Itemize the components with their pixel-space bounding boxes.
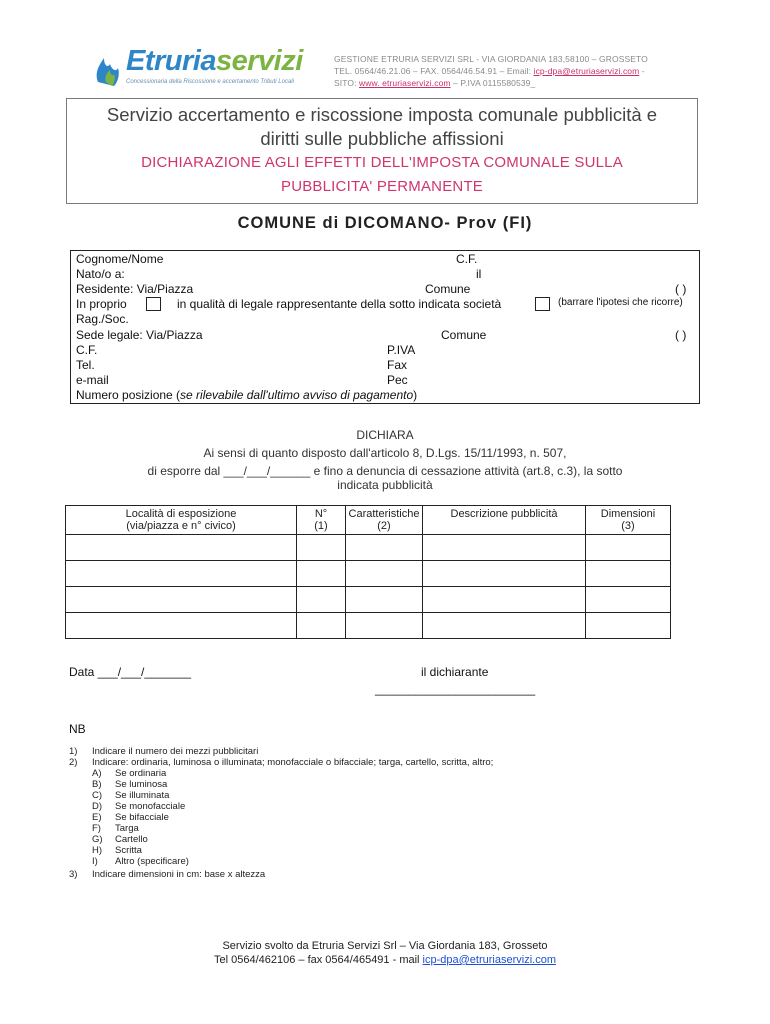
header-localita: Località di esposizione (via/piazza e n° civico) xyxy=(66,506,297,535)
note-2-number: 2) xyxy=(69,757,78,768)
province-field-2[interactable]: ( ) xyxy=(675,328,687,342)
table-row[interactable] xyxy=(66,613,671,639)
title-line-1: Servizio accertamento e riscossione imposta comunale pubblicità e xyxy=(106,104,658,125)
date-field[interactable]: Data ___/___/_______ xyxy=(69,665,192,679)
sub-key: D) xyxy=(92,801,103,812)
choose-option-note: (barrare l'ipotesi che ricorre) xyxy=(558,297,683,308)
nb-heading: NB xyxy=(69,722,86,736)
pec-field[interactable]: Pec xyxy=(387,373,408,387)
email-field[interactable]: e-mail xyxy=(76,373,109,387)
sub-key: A) xyxy=(92,768,102,779)
comune-field-1[interactable]: Comune xyxy=(425,282,471,296)
comune-field-2[interactable]: Comune xyxy=(441,328,487,342)
piva-field[interactable]: P.IVA xyxy=(387,343,416,357)
title-line-2: diritti sulle pubbliche affissioni xyxy=(260,128,504,149)
sub-key: B) xyxy=(92,779,102,790)
birth-date-field[interactable]: il xyxy=(476,267,482,281)
table-row[interactable] xyxy=(66,561,671,587)
sub-key: H) xyxy=(92,845,103,856)
sub-value: Cartello xyxy=(115,834,148,845)
nato-field[interactable]: Nato/o a: xyxy=(76,267,125,281)
logo-tagline: Concessionaria della Riscossione e accertamento Tributi Locali xyxy=(126,79,294,85)
company-contacts: TEL. 0564/46.21.06 – FAX. 0564/46.54.91 – Email: icp-dpa@etruriaservizi.com - xyxy=(334,66,645,76)
sub-value: Se illuminata xyxy=(115,790,170,801)
table-row[interactable] xyxy=(66,535,671,561)
sub-key: I) xyxy=(92,856,98,867)
comune-heading: COMUNE di DICOMANO- Prov (FI) xyxy=(237,214,533,232)
exposure-table xyxy=(65,505,671,639)
company-email-link[interactable]: icp-dpa@etruriaservizi.com xyxy=(533,66,640,76)
declaration-title-2: PUBBLICITA' PERMANENTE xyxy=(280,178,484,195)
sub-key: E) xyxy=(92,812,102,823)
legal-rep-checkbox[interactable] xyxy=(535,297,550,311)
declaration-title-1: DICHIARAZIONE AGLI EFFETTI DELL'IMPOSTA COMUNALE SULLA xyxy=(141,154,623,171)
ragsoc-field[interactable]: Rag./Soc. xyxy=(76,312,129,326)
cognome-field[interactable]: Cognome/Nome xyxy=(76,252,164,266)
sub-value: Se luminosa xyxy=(115,779,168,790)
note-3: Indicare dimensioni in cm: base x altezza xyxy=(92,869,266,880)
numero-posizione-field[interactable]: Numero posizione (se rilevabile dall'ultimo avviso di pagamento) xyxy=(76,388,418,402)
header-dimensioni: Dimensioni (3) xyxy=(586,506,671,535)
in-proprio-label: In proprio xyxy=(76,297,127,311)
cf2-field[interactable]: C.F. xyxy=(76,343,98,357)
tel-field[interactable]: Tel. xyxy=(76,358,95,372)
note-1-number: 1) xyxy=(69,746,78,757)
declaration-line-2: di esporre dal ___/___/______ e fino a denuncia di cessazione attività (art.8, c.3), la sotto xyxy=(147,464,623,478)
company-address: GESTIONE ETRURIA SERVIZI SRL - VIA GIORDANIA 183,58100 – GROSSETO xyxy=(334,54,648,64)
sub-value: Targa xyxy=(115,823,139,834)
header-numero: N° (1) xyxy=(297,506,346,535)
sub-key: G) xyxy=(92,834,103,845)
note-2: Indicare: ordinaria, luminosa o illuminata; monofacciale o bifacciale; targa, cartello, scritta, altro; xyxy=(92,757,494,768)
signature-line[interactable]: ________________________ xyxy=(375,682,536,696)
table-row[interactable] xyxy=(66,587,671,613)
footer-line-2: Tel 0564/462106 – fax 0564/465491 - mail icp-dpa@etruriaservizi.com xyxy=(214,954,556,966)
header-caratteristiche: Caratteristiche (2) xyxy=(346,506,423,535)
header-descrizione: Descrizione pubblicità xyxy=(423,506,586,535)
declaration-line-3: indicata pubblicità xyxy=(337,478,433,492)
applicant-form xyxy=(70,250,700,404)
sede-field[interactable]: Sede legale: Via/Piazza xyxy=(76,328,203,342)
sub-value: Altro (specificare) xyxy=(115,856,189,867)
company-site-link[interactable]: www. etruriaservizi.com xyxy=(359,78,451,88)
company-site: SITO: www. etruriaservizi.com – P.IVA 0115580539_ xyxy=(334,78,536,88)
cf-field[interactable]: C.F. xyxy=(456,252,478,266)
sub-value: Se bifacciale xyxy=(115,812,169,823)
logo-wordmark: Etruriaservizi xyxy=(126,45,303,77)
note-1: Indicare il numero dei mezzi pubblicitari xyxy=(92,746,259,757)
footer-line-1: Servizio svolto da Etruria Servizi Srl – Via Giordania 183, Grosseto xyxy=(222,940,548,952)
dichiarante-label: il dichiarante xyxy=(421,665,489,679)
sub-key: C) xyxy=(92,790,103,801)
logo-flame-icon xyxy=(97,58,119,86)
sub-value: Scritta xyxy=(115,845,142,856)
footer-email-link[interactable]: icp-dpa@etruriaservizi.com xyxy=(422,954,556,966)
dichiara-heading: DICHIARA xyxy=(356,428,414,442)
province-field-1[interactable]: ( ) xyxy=(675,282,687,296)
sub-key: F) xyxy=(92,823,101,834)
residente-field[interactable]: Residente: Via/Piazza xyxy=(76,282,194,296)
note-3-number: 3) xyxy=(69,869,78,880)
table-header-row xyxy=(66,506,671,535)
legal-rep-label: in qualità di legale rappresentante della sotto indicata società xyxy=(177,297,502,311)
declaration-line-1: Ai sensi di quanto disposto dall'articolo 8, D.Lgs. 15/11/1993, n. 507, xyxy=(203,446,567,460)
fax-field[interactable]: Fax xyxy=(387,358,408,372)
sub-value: Se monofacciale xyxy=(115,801,186,812)
in-proprio-checkbox[interactable] xyxy=(146,297,161,311)
sub-value: Se ordinaria xyxy=(115,768,167,779)
